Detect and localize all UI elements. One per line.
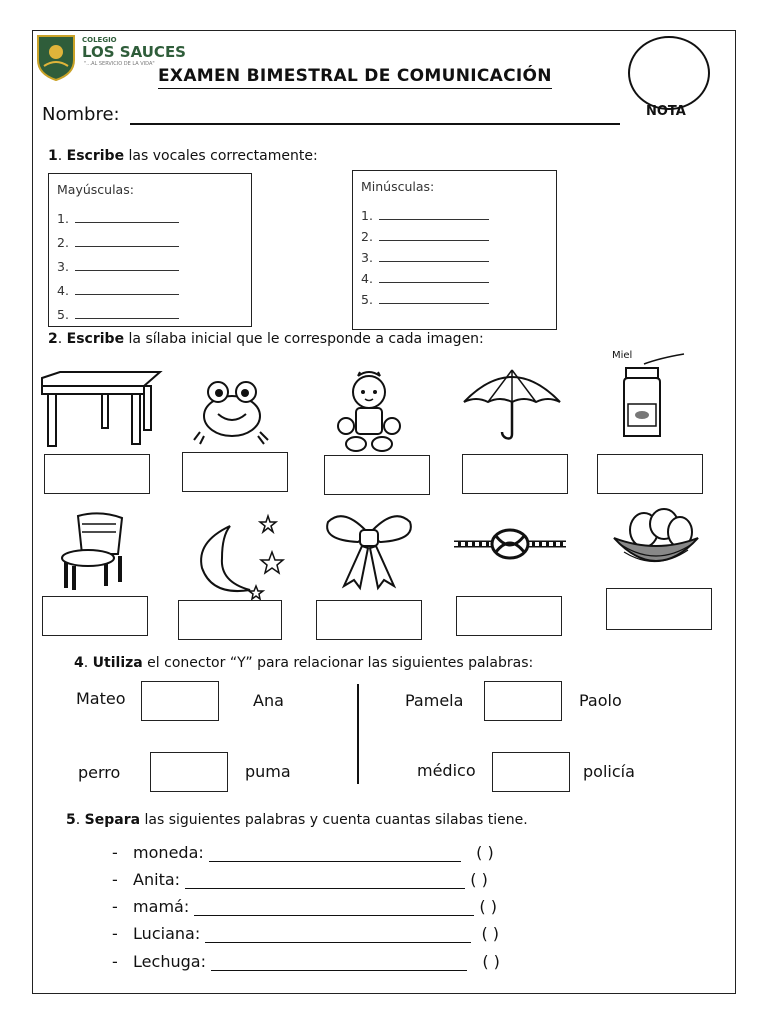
- nest-icon: [610, 508, 702, 572]
- doll-icon: [330, 368, 408, 454]
- q2-text: la sílaba inicial que le corresponde a cada imagen:: [128, 331, 484, 347]
- lowercase-item[interactable]: 1.: [361, 208, 489, 229]
- answer-line[interactable]: [211, 952, 467, 971]
- connector-box[interactable]: [484, 681, 562, 721]
- word-perro: perro: [78, 763, 121, 782]
- word-medico: médico: [417, 761, 476, 780]
- nombre-line[interactable]: [130, 123, 620, 125]
- uppercase-item[interactable]: 3.: [57, 259, 179, 283]
- q4-number: 4: [74, 655, 84, 671]
- nota-circle: [628, 36, 710, 110]
- uppercase-item[interactable]: 4.: [57, 283, 179, 307]
- answer-line[interactable]: [205, 924, 471, 943]
- knot-icon: [452, 524, 568, 564]
- lowercase-box: [352, 170, 557, 330]
- answer-box-mesa[interactable]: [44, 454, 150, 494]
- q1-number: 1: [48, 148, 58, 164]
- q2-number: 2: [48, 331, 58, 347]
- question-2: 2. Escribe la sílaba inicial que le corresponde a cada imagen:: [48, 331, 484, 347]
- answer-line[interactable]: [194, 897, 474, 916]
- shield-icon: [34, 32, 78, 82]
- q2-verb: Escribe: [66, 331, 125, 347]
- separate-item: - moneda: ( ): [112, 843, 494, 862]
- separate-item: - Luciana: ( ): [112, 924, 500, 943]
- miel-label: Miel: [612, 350, 633, 361]
- answer-box-nudo[interactable]: [456, 596, 562, 636]
- lowercase-title: Minúsculas:: [361, 179, 435, 194]
- word-mateo: Mateo: [76, 689, 126, 708]
- q4-text: el conector “Y” para relacionar las siguientes palabras:: [147, 655, 534, 671]
- word-policia: policía: [583, 762, 635, 781]
- connector-box[interactable]: [141, 681, 219, 721]
- lowercase-item[interactable]: 2.: [361, 229, 489, 250]
- frog-icon: [192, 378, 272, 446]
- nota-label: NOTA: [646, 104, 686, 119]
- answer-box-luna[interactable]: [178, 600, 282, 640]
- logo-small-text: COLEGIO: [82, 36, 117, 44]
- word-puma: puma: [245, 762, 291, 781]
- nombre-label: Nombre:: [42, 104, 120, 125]
- page-title: EXAMEN BIMESTRAL DE COMUNICACIÓN: [158, 66, 552, 89]
- umbrella-icon: [462, 366, 562, 442]
- chair-icon: [58, 512, 132, 592]
- answer-box-sapo[interactable]: [182, 452, 288, 492]
- answer-box-silla[interactable]: [42, 596, 148, 636]
- table-icon: [40, 372, 162, 448]
- q4-verb: Utiliza: [92, 655, 143, 671]
- separate-item: - mamá: ( ): [112, 897, 497, 916]
- logo-motto: "...AL SERVICIO DE LA VIDA": [84, 61, 155, 67]
- moon-stars-icon: [190, 512, 286, 600]
- logo-name: LOS SAUCES: [82, 43, 186, 61]
- honey-jar-icon: [620, 352, 692, 442]
- uppercase-item[interactable]: 1.: [57, 211, 179, 235]
- uppercase-box: [48, 173, 252, 327]
- question-4: 4. Utiliza el conector “Y” para relacionar las siguientes palabras:: [74, 655, 534, 671]
- lowercase-item[interactable]: 5.: [361, 292, 489, 313]
- answer-line[interactable]: [185, 870, 465, 889]
- q5-number: 5: [66, 812, 76, 828]
- word-ana: Ana: [253, 691, 284, 710]
- answer-box-muneca[interactable]: [324, 455, 430, 495]
- connector-box[interactable]: [492, 752, 570, 792]
- answer-box-paraguas[interactable]: [462, 454, 568, 494]
- lowercase-item[interactable]: 3.: [361, 250, 489, 271]
- q1-text: las vocales correctamente:: [128, 148, 318, 164]
- q5-verb: Separa: [84, 812, 141, 828]
- separate-item: - Anita: ( ): [112, 870, 488, 889]
- word-pamela: Pamela: [405, 691, 464, 710]
- question-1: 1. Escribe las vocales correctamente:: [48, 148, 318, 164]
- q1-verb: Escribe: [66, 148, 125, 164]
- separate-item: - Lechuga: ( ): [112, 952, 500, 971]
- lowercase-item[interactable]: 4.: [361, 271, 489, 292]
- answer-line[interactable]: [209, 843, 461, 862]
- answer-box-miel[interactable]: [597, 454, 703, 494]
- uppercase-item[interactable]: 5.: [57, 307, 179, 331]
- answer-box-nido[interactable]: [606, 588, 712, 630]
- connector-box[interactable]: [150, 752, 228, 792]
- answer-box-lazo[interactable]: [316, 600, 422, 640]
- question-5: 5. Separa las siguientes palabras y cuenta cuantas silabas tiene.: [66, 812, 528, 828]
- uppercase-item[interactable]: 2.: [57, 235, 179, 259]
- q5-text: las siguientes palabras y cuenta cuantas silabas tiene.: [144, 812, 528, 828]
- bow-icon: [324, 512, 414, 590]
- divider: [357, 684, 359, 784]
- word-paolo: Paolo: [579, 691, 622, 710]
- uppercase-title: Mayúsculas:: [57, 182, 134, 197]
